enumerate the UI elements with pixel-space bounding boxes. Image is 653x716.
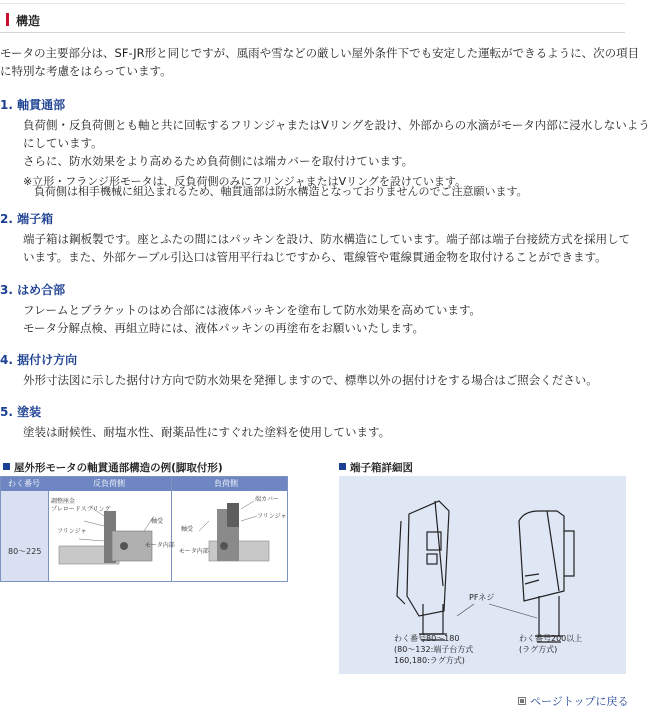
shaft-structure-table [0, 476, 288, 582]
label-flinger: フリンジャ [257, 513, 287, 520]
label-lug-type-right: (ラグ方式) [519, 645, 558, 654]
label-pf-thread: PFネジ [469, 593, 495, 602]
page-title: 構造 [16, 14, 41, 28]
terminal-box-right-drawing [519, 511, 574, 642]
section-1-line: にしています。 [23, 136, 103, 150]
terminal-box-left-drawing [397, 501, 449, 640]
section-1-line: 負荷側・反負荷側とも軸と共に回転するフリンジャまたはVリングを設け、外部からの水滴がモータ内部に浸水しないよう [23, 118, 650, 132]
section-header [0, 9, 625, 33]
frame-number-cell [1, 491, 49, 581]
caption-square-icon [3, 463, 10, 470]
section-title-5: 5. 塗装 [0, 405, 42, 419]
opposite-side-bearing [120, 542, 128, 550]
section-2-line: います。また、外部ケーブル引込口は管用平行ねじですから、電線管や電線貫通金物を取付けることができます。 [23, 250, 607, 264]
figure-right-caption [339, 460, 413, 475]
section-2-line: 端子箱は鋼板製です。座とふたの間にはパッキンを設け、防水構造にしています。端子部は端子台接続方式を採用して [23, 232, 631, 246]
label-flinger: フリンジャ [57, 528, 87, 535]
caption-square-icon [339, 463, 346, 470]
top-rule [0, 3, 625, 4]
col-opposite-load-side: 反負荷側 [93, 479, 125, 488]
section-1-line: さらに、防水効果をより高めるため負荷側には端カバーを取付けています。 [23, 154, 414, 168]
terminal-box-figure [339, 476, 626, 674]
section-1-note: 負荷側は相手機械に組込まれるため、軸貫通部は防水構造となっておりませんのでご注意願います。 [34, 185, 528, 198]
figure-right-caption-text: 端子箱詳細図 [350, 462, 413, 474]
label-end-cover: 端カバー [255, 496, 280, 503]
shaft-seal-diagram [49, 491, 287, 581]
label-bearing: 軸受 [151, 518, 164, 525]
label-bearing: 軸受 [181, 526, 194, 533]
label-motor-interior: モータ内部 [179, 548, 209, 555]
label-frame-200-up: わく番号200以上 [519, 634, 583, 643]
frame-range: 80～225 [8, 547, 42, 556]
section-4-line: 外形寸法図に示した据付け方向で防水効果を発揮しますので、標準以外の据付けをする場合はご照会ください。 [23, 373, 598, 387]
label-motor-interior: モータ内部 [145, 542, 175, 549]
terminal-box-diagram [339, 476, 626, 674]
label-terminal-block-type: (80～132:端子台方式 [394, 645, 474, 654]
label-adjusting-washer: 調整座金 [51, 498, 76, 505]
figure-left-caption [3, 460, 223, 475]
section-title-4: 4. 据付け方向 [0, 353, 78, 367]
intro-line-1: モータの主要部分は、SF-JR形と同じですが、風雨や雪などの厳しい屋外条件下でも安定した運転ができるように、次の項目 [0, 46, 640, 60]
intro-line-2: に特別な考慮をはらっています。 [0, 64, 172, 78]
section-title-3: 3. はめ合部 [0, 283, 66, 297]
label-preload-spring: プレロードスプリング [51, 506, 111, 513]
page-top-label: ページトップに戻る [530, 695, 629, 708]
header-accent-bar [6, 13, 9, 26]
square-arrow-icon [518, 697, 526, 705]
section-5-line: 塗装は耐候性、耐塩水性、耐薬品性にすぐれた塗料を使用しています。 [23, 425, 391, 439]
section-3-line: フレームとブラケットのはめ合部には液体パッキンを塗布して防水効果を高めています。 [23, 303, 481, 317]
pf-thread-leader [457, 604, 537, 618]
section-title-2: 2. 端子箱 [0, 212, 54, 226]
col-frame-number: わく番号 [8, 479, 40, 488]
section-1-note: ※立形・フランジ形モータは、反負荷側のみにフリンジャまたはVリングを設けています。 [23, 175, 466, 188]
label-frame-80-180: わく番号80～180 [394, 634, 460, 643]
figure-left-caption-text: 屋外形モータの軸貫通部構造の例(脚取付形) [14, 462, 223, 474]
load-side-bearing [220, 542, 228, 550]
load-side-end-cover [227, 503, 239, 527]
label-lug-type: 160,180:ラグ方式) [394, 656, 465, 665]
section-title-1: 1. 軸貫通部 [0, 98, 66, 112]
section-3-line: モータ分解点検、再組立時には、液体パッキンの再塗布をお願いいたします。 [23, 321, 425, 335]
table-header-row [1, 477, 287, 491]
col-load-side: 負荷側 [214, 479, 238, 488]
page-top-link[interactable] [518, 693, 628, 709]
